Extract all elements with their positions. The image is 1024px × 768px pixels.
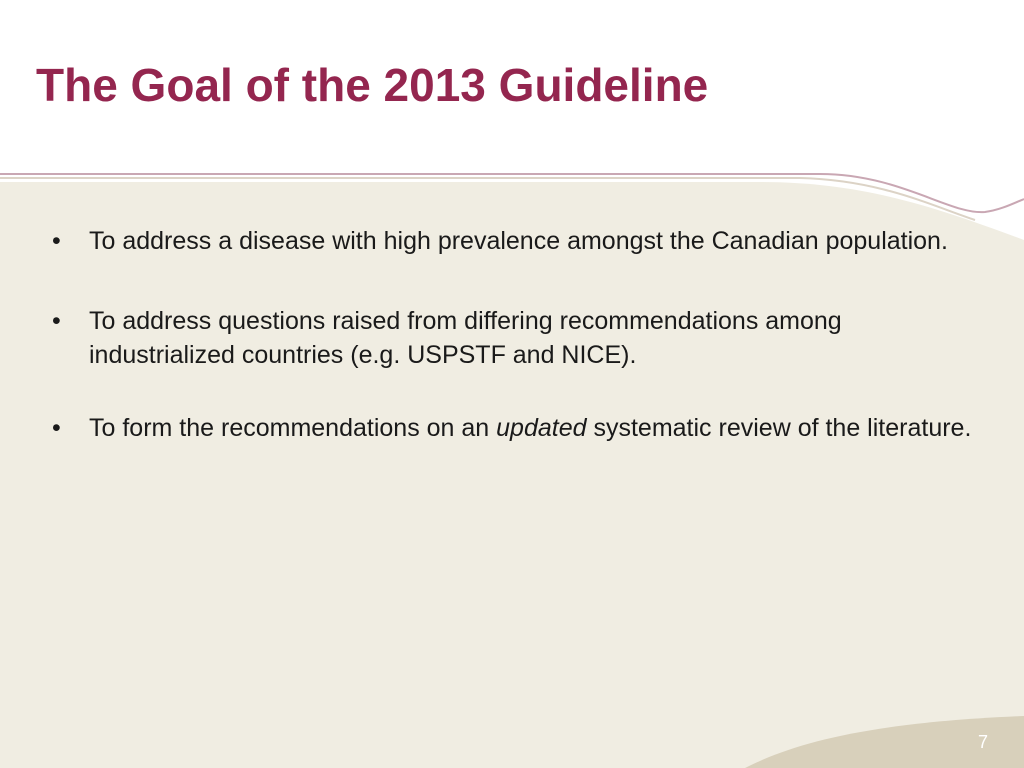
- bullet-item: [50, 411, 990, 445]
- bullet-list: [50, 224, 990, 445]
- slide-title: The Goal of the 2013 Guideline: [36, 59, 709, 111]
- bullet-text: To address a disease with high prevalence amongst the Canadian population.: [89, 227, 948, 255]
- bullet-mark: •: [52, 227, 61, 255]
- page-number: 7: [977, 732, 988, 752]
- bullet-text-start: To form the recommendations on an: [89, 414, 497, 442]
- bullet-text-end: systematic review of the literature.: [586, 414, 972, 442]
- bullet-text: To address questions raised from differing recommendations among industrialized countries (e.g. USPSTF and NICE).: [89, 307, 842, 369]
- bullet-item: [50, 304, 990, 372]
- bullet-item: [50, 224, 990, 258]
- bullet-mark: •: [52, 307, 61, 335]
- bullet-text: [89, 414, 971, 442]
- emphasized-word: updated: [496, 414, 587, 442]
- bullet-mark: •: [52, 414, 61, 442]
